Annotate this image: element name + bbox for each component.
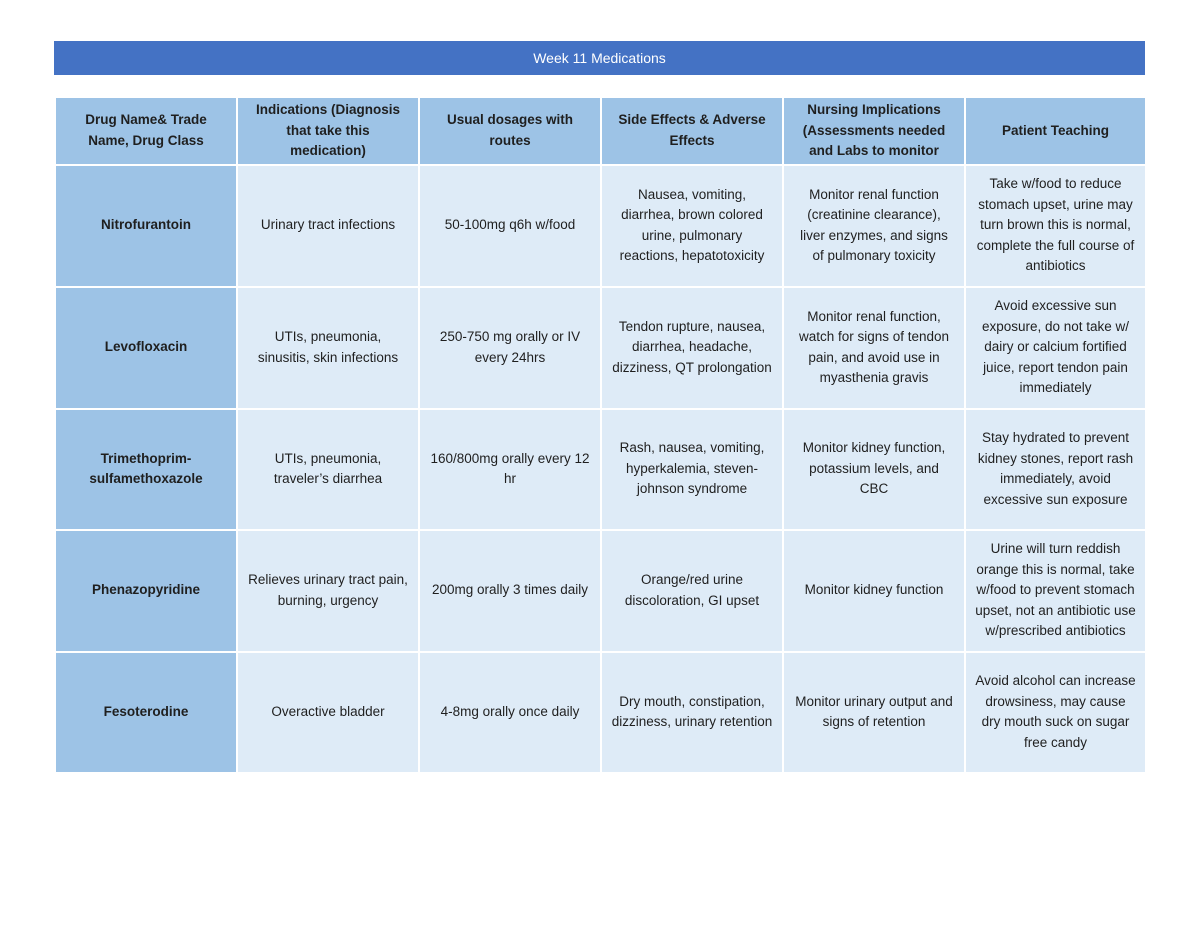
- table-row: [55, 409, 1146, 530]
- teaching-cell: Urine will turn reddish orange this is normal, take w/food to prevent stomach upset, not an antibiotic use w/prescribed antibiotics: [965, 530, 1146, 652]
- table-row: [55, 652, 1146, 773]
- dosage-cell: 160/800mg orally every 12 hr: [419, 409, 601, 530]
- dosage-cell: 200mg orally 3 times daily: [419, 530, 601, 652]
- indications-cell: Relieves urinary tract pain, burning, urgency: [237, 530, 419, 652]
- header-patient-teaching: Patient Teaching: [965, 97, 1146, 165]
- drug-name-cell: Trimethoprim-sulfamethoxazole: [55, 409, 237, 530]
- teaching-cell: Stay hydrated to prevent kidney stones, report rash immediately, avoid excessive sun exposure: [965, 409, 1146, 530]
- teaching-cell: Avoid alcohol can increase drowsiness, may cause dry mouth suck on sugar free candy: [965, 652, 1146, 773]
- table-header-row: [55, 97, 1146, 165]
- side-effects-cell: Tendon rupture, nausea, diarrhea, headache, dizziness, QT prolongation: [601, 287, 783, 409]
- nursing-cell: Monitor urinary output and signs of retention: [783, 652, 965, 773]
- drug-name-cell: Fesoterodine: [55, 652, 237, 773]
- side-effects-cell: Orange/red urine discoloration, GI upset: [601, 530, 783, 652]
- nursing-cell: Monitor kidney function, potassium levels, and CBC: [783, 409, 965, 530]
- drug-name-cell: Levofloxacin: [55, 287, 237, 409]
- nursing-cell: Monitor renal function (creatinine clearance), liver enzymes, and signs of pulmonary toxicity: [783, 165, 965, 287]
- dosage-cell: 4-8mg orally once daily: [419, 652, 601, 773]
- indications-cell: UTIs, pneumonia, traveler’s diarrhea: [237, 409, 419, 530]
- dosage-cell: 250-750 mg orally or IV every 24hrs: [419, 287, 601, 409]
- nursing-cell: Monitor renal function, watch for signs of tendon pain, and avoid use in myasthenia gravis: [783, 287, 965, 409]
- header-nursing-implications: Nursing Implications (Assessments needed and Labs to monitor: [783, 97, 965, 165]
- medications-table: [54, 96, 1147, 774]
- side-effects-cell: Dry mouth, constipation, dizziness, urinary retention: [601, 652, 783, 773]
- side-effects-cell: Nausea, vomiting, diarrhea, brown colored urine, pulmonary reactions, hepatotoxicity: [601, 165, 783, 287]
- header-drug-name: Drug Name& Trade Name, Drug Class: [55, 97, 237, 165]
- teaching-cell: Avoid excessive sun exposure, do not take w/ dairy or calcium fortified juice, report tendon pain immediately: [965, 287, 1146, 409]
- drug-name-cell: Nitrofurantoin: [55, 165, 237, 287]
- table-row: [55, 165, 1146, 287]
- indications-cell: Overactive bladder: [237, 652, 419, 773]
- document-title: Week 11 Medications: [54, 41, 1145, 75]
- table-row: [55, 530, 1146, 652]
- nursing-cell: Monitor kidney function: [783, 530, 965, 652]
- table-row: [55, 287, 1146, 409]
- header-side-effects: Side Effects & Adverse Effects: [601, 97, 783, 165]
- indications-cell: Urinary tract infections: [237, 165, 419, 287]
- drug-name-cell: Phenazopyridine: [55, 530, 237, 652]
- dosage-cell: 50-100mg q6h w/food: [419, 165, 601, 287]
- indications-cell: UTIs, pneumonia, sinusitis, skin infections: [237, 287, 419, 409]
- teaching-cell: Take w/food to reduce stomach upset, urine may turn brown this is normal, complete the full course of antibiotics: [965, 165, 1146, 287]
- header-indications: Indications (Diagnosis that take this medication): [237, 97, 419, 165]
- side-effects-cell: Rash, nausea, vomiting, hyperkalemia, steven-johnson syndrome: [601, 409, 783, 530]
- header-dosages: Usual dosages with routes: [419, 97, 601, 165]
